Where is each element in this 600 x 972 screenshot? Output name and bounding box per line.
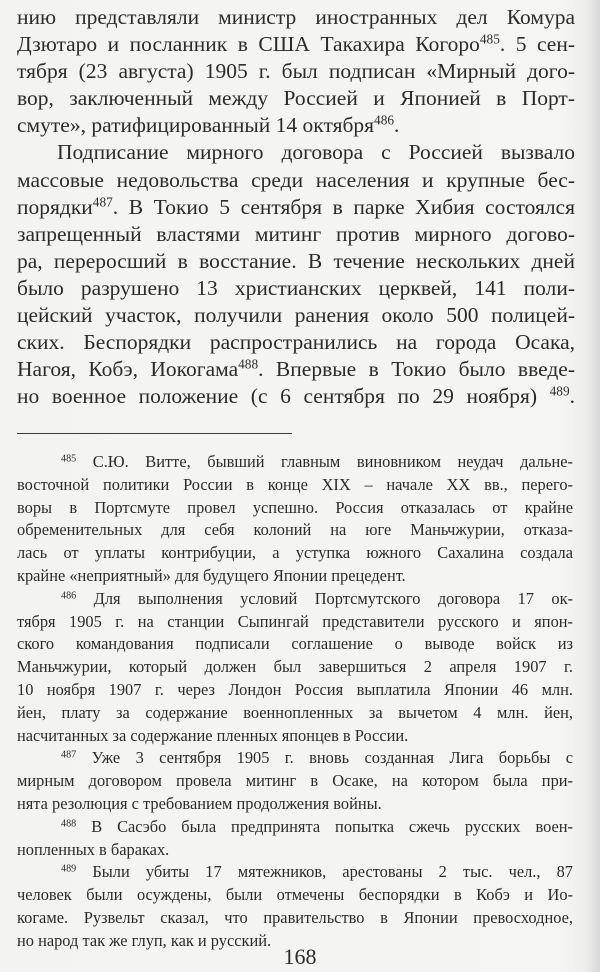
text-line	[17, 329, 575, 356]
footnote-line	[17, 770, 573, 793]
footnote-line	[17, 474, 573, 497]
text-run: тября (23 августа) 1905 г. был подписан «Мирный дого-	[17, 59, 575, 84]
footnote-line	[17, 611, 573, 634]
footnote-text: воры в Портсмуте провел успешно. Россия отказалась от крайне	[17, 497, 573, 517]
text-run: .	[394, 113, 400, 138]
footnote-separator	[17, 433, 292, 434]
footnote-text: насчитанных за содержание пленных японцев в России.	[17, 725, 409, 745]
text-line	[17, 139, 575, 166]
text-line	[17, 302, 575, 329]
footnote-line	[17, 679, 573, 702]
footnote-text: Для выполнения условий Портсмутского договора 17 ок-	[76, 588, 573, 608]
text-run: . Впервые в Токио было введе-	[258, 357, 575, 382]
footnote-number: 488	[61, 818, 77, 830]
footnote-text: Маньчжурии, который должен был завершиться 2 апреля 1907 г.	[17, 657, 573, 677]
text-run: запрещенный властями митинг против мирного догово-	[17, 221, 575, 246]
footnote-line	[17, 542, 573, 565]
text-line	[17, 167, 575, 194]
text-run: вор, заключенный между Россией и Японией в Порт-	[17, 86, 575, 111]
text-run: но военное положение (с 6 сентября по 29 ноября)	[17, 384, 550, 409]
footnote-ref: 485	[479, 31, 500, 47]
footnote-text: обременительных для себя колоний на юге Маньчжурии, отказа-	[17, 520, 573, 540]
footnote-text: крайне «неприятный» для будущего Японии прецедент.	[17, 565, 406, 585]
footnote-text: мирным договором провела митинг в Осаке, на котором была при-	[17, 771, 573, 791]
text-run: . 5 сен-	[499, 32, 575, 57]
footnote-text: 10 ноября 1907 г. через Лондон Россия выплатила Японии 46 млн.	[17, 679, 573, 699]
text-run: . В Токио 5 сентября в парке Хибия состоялся	[112, 194, 575, 219]
footnote-text: восточной политики России в конце XIX – начале XX вв., перего-	[17, 474, 573, 494]
footnote-line	[17, 747, 573, 770]
footnote-number: 487	[61, 749, 77, 761]
footnote-line	[17, 861, 573, 884]
footnote-line	[17, 816, 573, 839]
text-line	[17, 248, 575, 275]
footnote-line	[17, 497, 573, 520]
footnote-line	[17, 884, 573, 907]
footnote-text: лась от уплаты контрибуции, а уступка южного Сахалина создала	[17, 543, 573, 563]
footnote-text: С.Ю. Витте, бывший главным виновником неудач дальне-	[76, 452, 573, 471]
main-text	[17, 4, 575, 410]
footnote-line	[17, 633, 573, 656]
text-line	[17, 4, 575, 31]
text-run: массовые недовольства среди населения и крупные бес-	[17, 167, 575, 192]
footnote-ref: 486	[374, 113, 395, 129]
footnote-number: 485	[61, 453, 77, 465]
footnote-number: 489	[61, 863, 77, 875]
text-line	[17, 383, 575, 410]
footnote-line	[17, 702, 573, 725]
text-run: ских. Беспорядки распространились на города Осака,	[17, 330, 575, 355]
footnote-ref: 487	[92, 194, 113, 210]
text-line	[17, 58, 575, 85]
footnote-text: В Сасэбо была предпринята попытка сжечь русских воен-	[76, 816, 573, 836]
footnote-text: когаме. Рузвельт сказал, что правительство в Японии превосходное,	[17, 907, 573, 927]
footnote-text: нята резолюция с требованием продолжения войны.	[17, 793, 382, 813]
text-line	[17, 194, 575, 221]
footnote-line	[17, 839, 573, 862]
footnote-line	[17, 656, 573, 679]
footnote-number: 486	[61, 590, 77, 602]
page-number: 168	[283, 944, 317, 969]
footnote-line	[17, 519, 573, 542]
footnote-text: но народ так же глуп, как и русский.	[17, 930, 272, 950]
text-line	[17, 85, 575, 112]
footnote-ref: 489	[549, 383, 570, 399]
text-run: цейский участок, получили ранения около 500 полицей-	[17, 303, 575, 328]
footnote-text: ского командования подписали соглашение о выводе войск из	[17, 634, 573, 654]
text-run: ра, переросший в восстание. В течение нескольких дней	[17, 248, 575, 273]
footnote-text: Были убиты 17 мятежников, арестованы 2 тыс. чел., 87	[76, 862, 573, 882]
footnote-line	[17, 907, 573, 930]
text-run: порядки	[17, 194, 93, 219]
text-run: было разрушено 13 христианских церквей, 141 поли-	[17, 275, 575, 300]
footnote-text: Уже 3 сентября 1905 г. вновь созданная Лига борьбы с	[76, 748, 573, 768]
text-run: Нагоя, Кобэ, Иокогама	[17, 357, 239, 382]
footnote-line	[17, 565, 573, 588]
text-run: .	[569, 384, 575, 409]
footnote-ref: 488	[238, 356, 259, 372]
text-run: Дзютаро и посланник в США Такахира Когоро	[17, 32, 480, 57]
footnote-line	[17, 725, 573, 748]
footnote-text: тября 1905 г. на станции Сыпингай представители русского и япон-	[17, 611, 573, 631]
text-line	[17, 112, 575, 139]
footnote-text: человек были осуждены, были отмечены беспорядки в Кобэ и Ио-	[17, 885, 573, 905]
footnote-text: йен, плату за содержание военнопленных за вычетом 4 млн. йен,	[17, 702, 573, 722]
footnotes	[17, 451, 573, 953]
text-line	[17, 31, 575, 58]
text-run: нию представляли министр иностранных дел Комура	[17, 5, 575, 29]
text-line	[17, 275, 575, 302]
text-run: Подписание мирного договора с Россией вызвало	[57, 140, 575, 165]
text-line	[17, 221, 575, 248]
footnote-text: нопленных в бараках.	[17, 839, 170, 859]
footnote-line	[17, 451, 573, 474]
text-run: смуте», ратифицированный 14 октября	[17, 113, 375, 138]
text-line	[17, 356, 575, 383]
footnote-line	[17, 793, 573, 816]
footnote-line	[17, 588, 573, 611]
